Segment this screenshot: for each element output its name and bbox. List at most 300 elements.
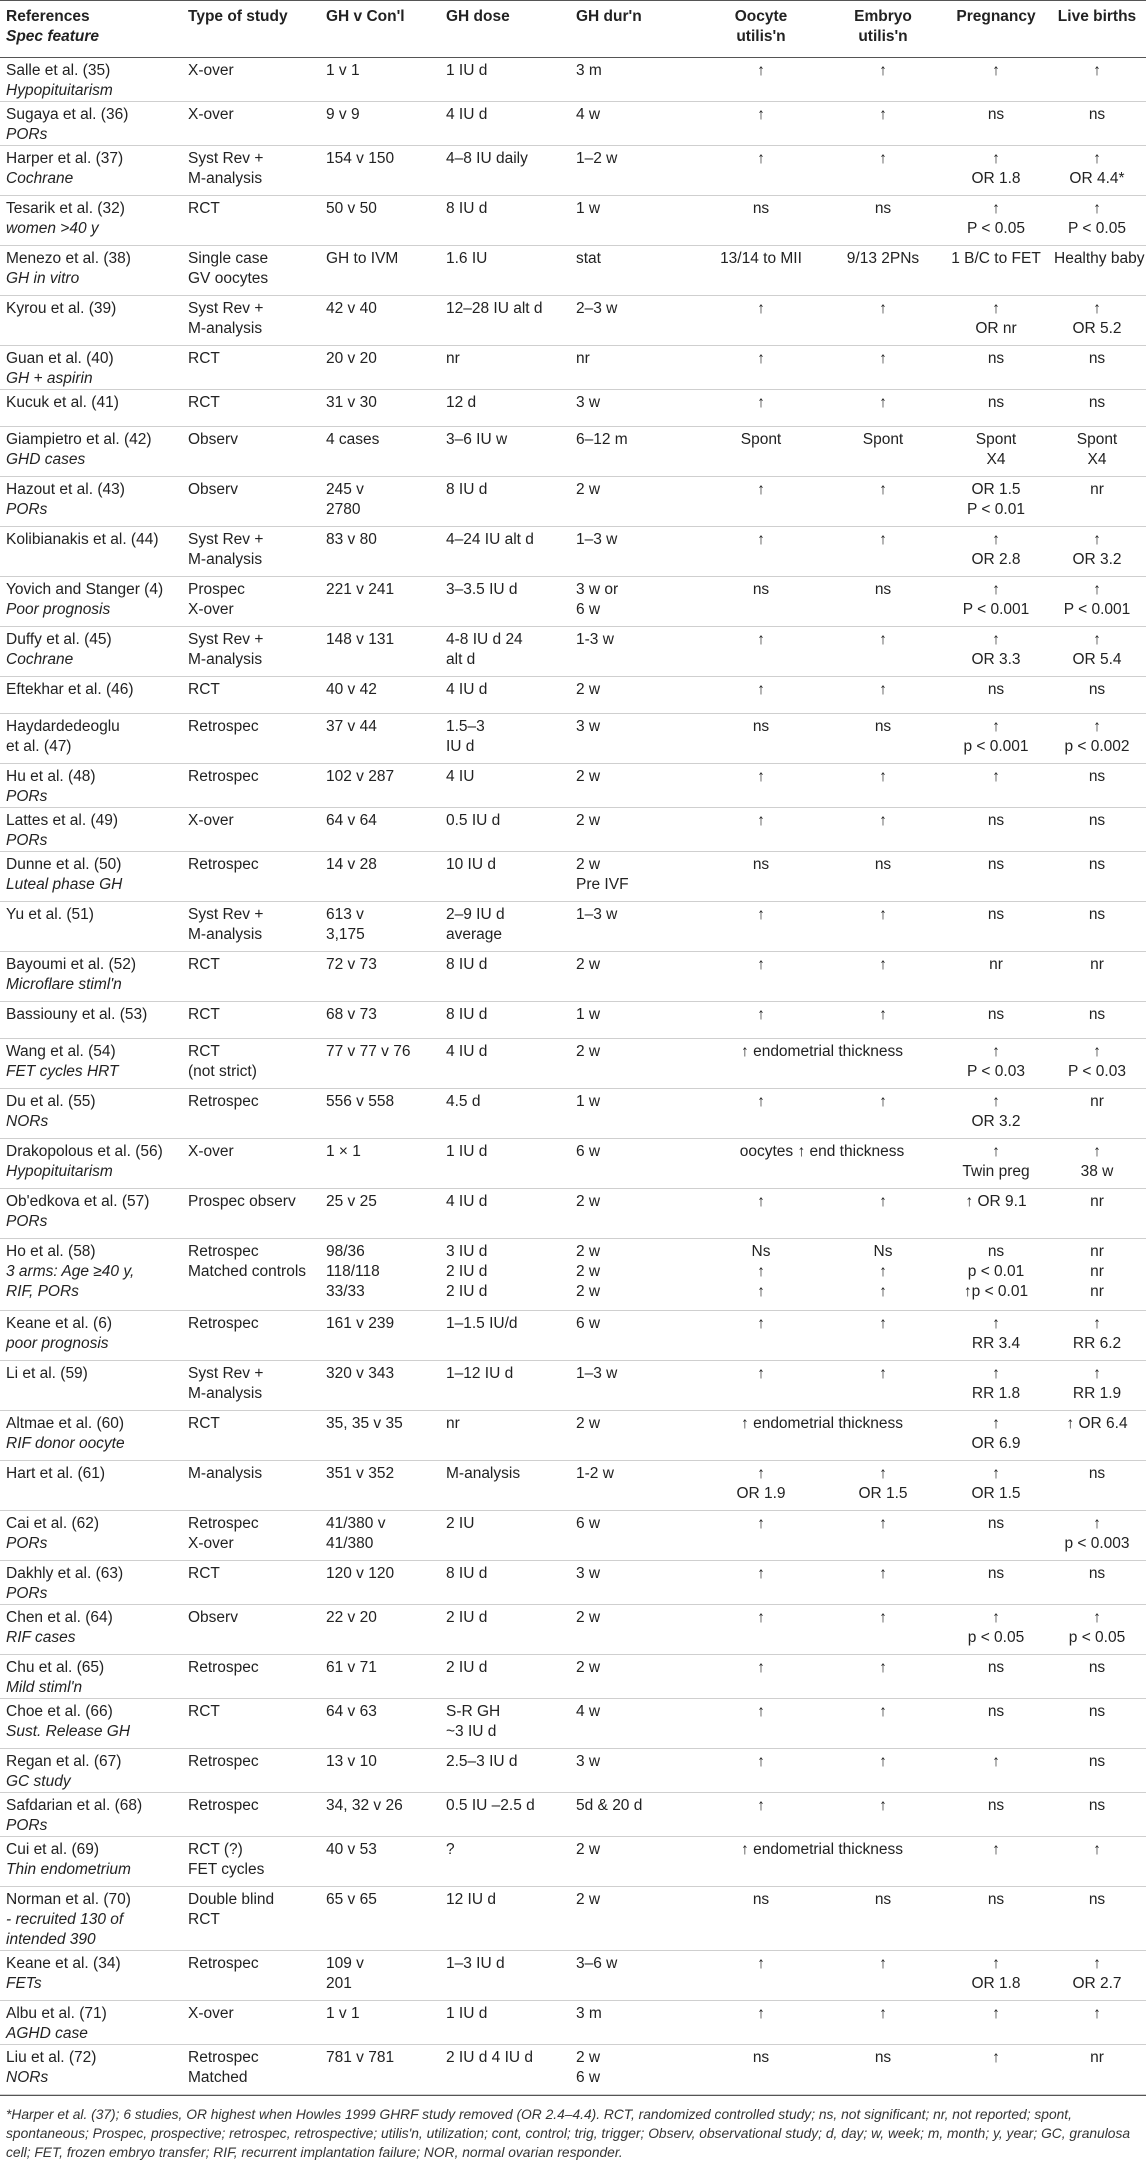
spec-feature: FET cycles HRT <box>6 1063 119 1080</box>
gh-duration-cell-line: 2 w <box>576 681 601 698</box>
pregnancy-cell <box>944 146 1048 196</box>
table-row <box>0 1605 1146 1655</box>
pregnancy-cell-line: ↑ <box>992 1841 1000 1858</box>
study-type-cell <box>182 1951 320 2001</box>
gh-v-control-cell-line: 14 v 28 <box>326 856 377 873</box>
live-births-cell-line: P < 0.03 <box>1068 1063 1126 1080</box>
spec-feature: PORs <box>6 501 48 518</box>
gh-v-control-cell-line: 221 v 241 <box>326 581 395 598</box>
table-row <box>0 146 1146 196</box>
pregnancy-cell-line: ↑ <box>992 1609 1000 1626</box>
live-births-cell-line: nr <box>1090 956 1104 973</box>
table-row <box>0 1039 1146 1089</box>
table-row <box>0 1561 1146 1605</box>
embryo-utilisation-cell <box>822 346 944 390</box>
gh-v-control-cell-line: 4 cases <box>326 431 380 448</box>
gh-dose-cell-line: 8 IU d <box>446 481 488 498</box>
pregnancy-cell <box>944 427 1048 477</box>
live-births-cell <box>1048 627 1146 677</box>
pregnancy-cell-line: ↑ <box>992 1753 1000 1770</box>
table-row <box>0 1139 1146 1189</box>
reference-cell <box>0 477 182 527</box>
embryo-utilisation-cell <box>822 58 944 102</box>
gh-v-control-cell <box>320 764 440 808</box>
study-type-cell-line: Retrospec <box>188 1515 259 1532</box>
embryo-utilisation-cell <box>822 146 944 196</box>
gh-dose-cell <box>440 146 570 196</box>
pregnancy-cell <box>944 1887 1048 1951</box>
gh-v-control-cell-line: 245 v <box>326 481 364 498</box>
live-births-cell-line: OR 5.2 <box>1072 320 1122 337</box>
live-births-cell-line: RR 6.2 <box>1072 1335 1122 1352</box>
table-row <box>0 1411 1146 1461</box>
live-births-cell-line: ↑ <box>1093 200 1101 217</box>
gh-duration-cell-line: 2 w <box>576 1841 601 1858</box>
gh-v-control-cell <box>320 627 440 677</box>
embryo-utilisation-cell <box>822 1655 944 1699</box>
embryo-utilisation-cell-line: ↑ <box>879 1659 887 1676</box>
study-type-cell <box>182 146 320 196</box>
pregnancy-cell <box>944 852 1048 902</box>
gh-duration-cell-line: 3 w <box>576 718 601 735</box>
gh-duration-cell <box>570 1605 700 1655</box>
embryo-utilisation-cell <box>822 1793 944 1837</box>
live-births-cell <box>1048 1139 1146 1189</box>
oocyte-utilisation-cell <box>700 952 822 1002</box>
gh-dose-cell-line: 2 IU d 4 IU d <box>446 2049 534 2066</box>
gh-v-control-cell-line: 83 v 80 <box>326 531 377 548</box>
gh-duration-cell-line: 6 w <box>576 1515 601 1532</box>
pregnancy-cell-line: ns <box>987 1006 1005 1023</box>
gh-duration-cell-line: 6 w <box>576 1143 601 1160</box>
study-type-cell-line: Observ <box>188 431 238 448</box>
reference-cell <box>0 952 182 1002</box>
live-births-cell <box>1048 58 1146 102</box>
oocyte-utilisation-cell <box>700 58 822 102</box>
reference-cell <box>0 246 182 296</box>
pregnancy-cell-line: ns <box>987 812 1005 829</box>
header-embryo-utilisation: Embryo utilis'n <box>822 1 944 58</box>
oocyte-utilisation-cell <box>700 902 822 952</box>
oocyte-embryo-combined-cell: ↑ endometrial thickness <box>700 1411 944 1461</box>
embryo-utilisation-cell-line: ns <box>874 1891 892 1908</box>
gh-duration-cell-line: 4 w <box>576 106 601 123</box>
live-births-cell <box>1048 527 1146 577</box>
reference-cell <box>0 527 182 577</box>
study-type-cell <box>182 577 320 627</box>
gh-duration-cell <box>570 427 700 477</box>
pregnancy-cell-line: ↑ <box>992 581 1000 598</box>
live-births-cell-line: OR 2.7 <box>1072 1975 1122 1992</box>
table-row <box>0 577 1146 627</box>
gh-duration-cell <box>570 1561 700 1605</box>
pregnancy-cell <box>944 808 1048 852</box>
live-births-cell <box>1048 1039 1146 1089</box>
oocyte-utilisation-cell <box>700 346 822 390</box>
oocyte-utilisation-cell <box>700 296 822 346</box>
reference-cell-line: Dakhly et al. (63) <box>6 1565 124 1582</box>
study-type-cell-line: X-over <box>188 62 234 79</box>
gh-duration-cell <box>570 1887 700 1951</box>
gh-v-control-cell <box>320 146 440 196</box>
reference-cell-line: Hart et al. (61) <box>6 1465 106 1482</box>
live-births-cell-line: ns <box>1088 906 1106 923</box>
embryo-utilisation-cell-line: ↑ <box>879 1753 887 1770</box>
reference-cell <box>0 146 182 196</box>
study-type-cell <box>182 1039 320 1089</box>
embryo-utilisation-cell <box>822 2045 944 2095</box>
gh-v-control-cell <box>320 1887 440 1951</box>
gh-dose-cell <box>440 1002 570 1039</box>
live-births-cell-line: ↑ <box>1093 631 1101 648</box>
gh-duration-cell-line: 2 w <box>576 1415 601 1432</box>
gh-dose-cell <box>440 1655 570 1699</box>
embryo-utilisation-cell-line: ↑ <box>879 1263 887 1280</box>
reference-cell <box>0 1887 182 1951</box>
gh-v-control-cell <box>320 952 440 1002</box>
table-row <box>0 102 1146 146</box>
pregnancy-cell-line: ↑ <box>992 2049 1000 2066</box>
study-type-cell-line: Retrospec <box>188 1659 259 1676</box>
gh-v-control-cell-line: 34, 32 v 26 <box>326 1797 403 1814</box>
reference-cell <box>0 346 182 390</box>
gh-v-control-cell <box>320 390 440 427</box>
gh-v-control-cell <box>320 1951 440 2001</box>
gh-v-control-cell-line: 154 v 150 <box>326 150 395 167</box>
table-row <box>0 1311 1146 1361</box>
gh-v-control-cell-line: 68 v 73 <box>326 1006 377 1023</box>
reference-cell-line: Keane et al. (34) <box>6 1955 121 1972</box>
gh-dose-cell <box>440 1605 570 1655</box>
pregnancy-cell <box>944 764 1048 808</box>
embryo-utilisation-cell-line: ↑ <box>879 106 887 123</box>
gh-v-control-cell-line: 148 v 131 <box>326 631 395 648</box>
gh-dose-cell-line: 4 IU d <box>446 1193 488 1210</box>
reference-cell-line: Cai et al. (62) <box>6 1515 100 1532</box>
pregnancy-cell <box>944 902 1048 952</box>
embryo-utilisation-cell <box>822 427 944 477</box>
gh-dose-cell-line: 1 IU d <box>446 2005 488 2022</box>
oocyte-utilisation-cell-line: ns <box>752 718 770 735</box>
table-row <box>0 1189 1146 1239</box>
pregnancy-cell-line: OR 1.8 <box>971 170 1021 187</box>
pregnancy-cell <box>944 577 1048 627</box>
live-births-cell-line: ↑ <box>1093 531 1101 548</box>
gh-v-control-cell-line: 72 v 73 <box>326 956 377 973</box>
gh-dose-cell <box>440 477 570 527</box>
pregnancy-cell-line: OR 3.3 <box>971 651 1021 668</box>
gh-dose-cell-line: ~3 IU d <box>446 1723 497 1740</box>
study-type-cell-line: Retrospec <box>188 1093 259 1110</box>
gh-duration-cell-line: 2 w <box>576 1609 601 1626</box>
oocyte-utilisation-cell-line: ↑ <box>757 531 765 548</box>
study-type-cell-line: Retrospec <box>188 2049 259 2066</box>
spec-feature: PORs <box>6 1817 48 1834</box>
reference-cell <box>0 2045 182 2095</box>
gh-v-control-cell <box>320 1139 440 1189</box>
gh-v-control-cell-line: 61 v 71 <box>326 1659 377 1676</box>
spec-feature: PORs <box>6 1535 48 1552</box>
gh-v-control-cell-line: 9 v 9 <box>326 106 360 123</box>
reference-cell <box>0 1793 182 1837</box>
gh-duration-cell-line: nr <box>576 350 590 367</box>
oocyte-utilisation-cell-line: ↑ <box>757 62 765 79</box>
gh-duration-cell <box>570 1239 700 1311</box>
gh-dose-cell-line: 12 IU d <box>446 1891 496 1908</box>
embryo-utilisation-cell-line: ↑ <box>879 394 887 411</box>
pregnancy-cell <box>944 1002 1048 1039</box>
pregnancy-cell <box>944 1089 1048 1139</box>
embryo-utilisation-cell-line: ns <box>874 718 892 735</box>
reference-cell-line: Harper et al. (37) <box>6 150 124 167</box>
study-type-cell <box>182 1793 320 1837</box>
study-type-cell <box>182 764 320 808</box>
gh-dose-cell <box>440 1951 570 2001</box>
live-births-cell <box>1048 952 1146 1002</box>
embryo-utilisation-cell <box>822 808 944 852</box>
oocyte-utilisation-cell-line: ↑ <box>757 1283 765 1300</box>
study-type-cell <box>182 852 320 902</box>
reference-cell <box>0 902 182 952</box>
spec-feature: GC study <box>6 1773 71 1790</box>
gh-v-control-cell-line: 35, 35 v 35 <box>326 1415 403 1432</box>
table-row <box>0 427 1146 477</box>
spec-feature: RIF donor oocyte <box>6 1435 125 1452</box>
gh-dose-cell-line: alt d <box>446 651 476 668</box>
gh-duration-cell-line: 6 w <box>576 1315 601 1332</box>
gh-duration-cell <box>570 627 700 677</box>
study-type-cell <box>182 902 320 952</box>
live-births-cell <box>1048 477 1146 527</box>
live-births-cell-line: ns <box>1088 812 1106 829</box>
gh-v-control-cell <box>320 1411 440 1461</box>
gh-v-control-cell-line: 37 v 44 <box>326 718 377 735</box>
gh-dose-cell <box>440 296 570 346</box>
gh-v-control-cell-line: 41/380 <box>326 1535 374 1552</box>
embryo-utilisation-cell-line: ↑ <box>879 956 887 973</box>
live-births-cell-line: OR 3.2 <box>1072 551 1122 568</box>
gh-v-control-cell <box>320 577 440 627</box>
gh-duration-cell <box>570 902 700 952</box>
study-type-cell-line: Matched <box>188 2069 248 2086</box>
reference-cell <box>0 1361 182 1411</box>
gh-dose-cell-line: 1–12 IU d <box>446 1365 514 1382</box>
live-births-cell <box>1048 1655 1146 1699</box>
footnote-line: spontaneous; Prospec, prospective; retrospec, retrospective; utilis'n, utilization; cont, control; trig, trigger; Observ, observational study; d, day; w, week; m, month; y, year; GC, granulosa <box>6 2126 1131 2141</box>
gh-dose-cell-line: 4 IU d <box>446 106 488 123</box>
pregnancy-cell-line: ns <box>987 1565 1005 1582</box>
live-births-cell-line: ns <box>1088 350 1106 367</box>
reference-cell-line: Kolibianakis et al. (44) <box>6 531 159 548</box>
embryo-utilisation-cell-line: ↑ <box>879 1565 887 1582</box>
pregnancy-cell <box>944 1361 1048 1411</box>
gh-dose-cell <box>440 527 570 577</box>
study-type-cell-line: Syst Rev + <box>188 631 264 648</box>
gh-duration-cell-line: 2 w <box>576 1193 601 1210</box>
pregnancy-cell <box>944 527 1048 577</box>
live-births-cell <box>1048 346 1146 390</box>
pregnancy-cell-line: X4 <box>986 451 1006 468</box>
reference-cell <box>0 1311 182 1361</box>
live-births-cell-line: ns <box>1088 1891 1106 1908</box>
gh-dose-cell <box>440 2001 570 2045</box>
embryo-utilisation-cell-line: ↑ <box>879 812 887 829</box>
gh-v-control-cell-line: 781 v 781 <box>326 2049 395 2066</box>
gh-dose-cell <box>440 1189 570 1239</box>
reference-cell <box>0 1605 182 1655</box>
pregnancy-cell-line: P < 0.03 <box>967 1063 1025 1080</box>
oocyte-utilisation-cell <box>700 1002 822 1039</box>
embryo-utilisation-cell-line: ↑ <box>879 300 887 317</box>
study-type-cell-line: Retrospec <box>188 1315 259 1332</box>
embryo-utilisation-cell-line: Spont <box>862 431 904 448</box>
gh-duration-cell-line: 2 w <box>576 768 601 785</box>
live-births-cell <box>1048 1951 1146 2001</box>
reference-cell-line: Eftekhar et al. (46) <box>6 681 134 698</box>
pregnancy-cell-line: p < 0.001 <box>963 738 1029 755</box>
oocyte-utilisation-cell <box>700 1793 822 1837</box>
oocyte-utilisation-cell <box>700 390 822 427</box>
reference-cell-line: Guan et al. (40) <box>6 350 114 367</box>
study-type-cell <box>182 1189 320 1239</box>
pregnancy-cell-line: ↑p < 0.01 <box>963 1283 1029 1300</box>
spec-feature: PORs <box>6 832 48 849</box>
study-type-cell-line: Prospec <box>188 581 245 598</box>
gh-duration-cell <box>570 390 700 427</box>
pregnancy-cell-line: ↑ OR 9.1 <box>965 1193 1027 1210</box>
oocyte-utilisation-cell <box>700 1655 822 1699</box>
gh-dose-cell-line: S-R GH <box>446 1703 501 1720</box>
table-row <box>0 296 1146 346</box>
study-type-cell-line: Syst Rev + <box>188 1365 264 1382</box>
live-births-cell-line: ns <box>1088 1465 1106 1482</box>
gh-v-control-cell-line: 31 v 30 <box>326 394 377 411</box>
embryo-utilisation-cell-line: ↑ <box>879 350 887 367</box>
oocyte-utilisation-cell-line: ↑ <box>757 1193 765 1210</box>
reference-cell-line: Keane et al. (6) <box>6 1315 112 1332</box>
live-births-cell-line: ns <box>1088 856 1106 873</box>
gh-duration-cell-line: 6 w <box>576 601 601 618</box>
oocyte-utilisation-cell-line: ↑ <box>757 768 765 785</box>
gh-dose-cell-line: 2.5–3 IU d <box>446 1753 518 1770</box>
gh-dose-cell <box>440 952 570 1002</box>
live-births-cell <box>1048 1311 1146 1361</box>
oocyte-utilisation-cell <box>700 1311 822 1361</box>
spec-feature: RIF cases <box>6 1629 76 1646</box>
live-births-cell-line: ↑ <box>1093 1365 1101 1382</box>
spec-feature: Hypopituitarism <box>6 82 113 99</box>
reference-cell-line: Bayoumi et al. (52) <box>6 956 137 973</box>
study-type-cell-line: X-over <box>188 812 234 829</box>
pregnancy-cell-line: ↑ <box>992 718 1000 735</box>
gh-dose-cell-line: 4 IU <box>446 768 475 785</box>
spec-feature: Cochrane <box>6 651 74 668</box>
study-type-cell <box>182 196 320 246</box>
oocyte-utilisation-cell <box>700 1749 822 1793</box>
oocyte-utilisation-cell <box>700 808 822 852</box>
gh-duration-cell <box>570 477 700 527</box>
pregnancy-cell <box>944 1139 1048 1189</box>
oocyte-utilisation-cell <box>700 852 822 902</box>
study-type-cell-line: RCT <box>188 1415 220 1432</box>
embryo-utilisation-cell <box>822 677 944 714</box>
pregnancy-cell-line: ↑ <box>992 62 1000 79</box>
embryo-utilisation-cell <box>822 1887 944 1951</box>
pregnancy-cell <box>944 296 1048 346</box>
embryo-utilisation-cell-line: ns <box>874 581 892 598</box>
study-type-cell-line: (not strict) <box>188 1063 257 1080</box>
gh-duration-cell <box>570 808 700 852</box>
pregnancy-cell <box>944 1605 1048 1655</box>
pregnancy-cell-line: ns <box>987 1703 1005 1720</box>
pregnancy-cell <box>944 346 1048 390</box>
gh-dose-cell <box>440 1239 570 1311</box>
gh-v-control-cell <box>320 2045 440 2095</box>
reference-cell <box>0 1089 182 1139</box>
reference-cell <box>0 627 182 677</box>
oocyte-utilisation-cell <box>700 1561 822 1605</box>
gh-duration-cell <box>570 1461 700 1511</box>
gh-duration-cell-line: 4 w <box>576 1703 601 1720</box>
oocyte-utilisation-cell <box>700 2001 822 2045</box>
embryo-utilisation-cell <box>822 2001 944 2045</box>
study-type-cell-line: M-analysis <box>188 320 263 337</box>
gh-duration-cell-line: 2 w <box>576 1043 601 1060</box>
gh-duration-cell-line: 1–3 w <box>576 1365 618 1382</box>
pregnancy-cell-line: ns <box>987 1659 1005 1676</box>
gh-v-control-cell-line: 64 v 64 <box>326 812 377 829</box>
gh-dose-cell-line: 4 IU d <box>446 1043 488 1060</box>
embryo-utilisation-cell-line: ↑ <box>879 1093 887 1110</box>
gh-duration-cell <box>570 1699 700 1749</box>
live-births-cell <box>1048 296 1146 346</box>
spec-feature: GHD cases <box>6 451 86 468</box>
gh-dose-cell <box>440 196 570 246</box>
gh-duration-cell-line: 2 w <box>576 1263 601 1280</box>
gh-duration-cell <box>570 1311 700 1361</box>
gh-v-control-cell <box>320 1605 440 1655</box>
pregnancy-cell-line: P < 0.01 <box>967 501 1025 518</box>
embryo-utilisation-cell-line: ↑ <box>879 1465 887 1482</box>
study-type-cell-line: Prospec observ <box>188 1193 296 1210</box>
oocyte-embryo-combined-cell: oocytes ↑ end thickness <box>700 1139 944 1189</box>
gh-v-control-cell-line: 118/118 <box>326 1263 380 1280</box>
gh-duration-cell-line: 2 w <box>576 1283 601 1300</box>
reference-cell-line: Regan et al. (67) <box>6 1753 122 1770</box>
gh-v-control-cell-line: 556 v 558 <box>326 1093 395 1110</box>
footnote-line: *Harper et al. (37); 6 studies, OR highest when Howles 1999 GHRF study removed (OR 2.4–4.4). RCT, randomized controlled study; ns, not significant; nr, not reported; spont, <box>6 2107 1072 2122</box>
pregnancy-cell-line: nr <box>989 956 1003 973</box>
study-type-cell <box>182 1139 320 1189</box>
study-type-cell-line: Observ <box>188 481 238 498</box>
live-births-cell-line: Spont <box>1076 431 1118 448</box>
embryo-utilisation-cell-line: ns <box>874 2049 892 2066</box>
oocyte-utilisation-cell <box>700 1189 822 1239</box>
pregnancy-cell <box>944 477 1048 527</box>
embryo-utilisation-cell-line: 9/13 2PNs <box>846 250 920 267</box>
gh-duration-cell-line: 3 w <box>576 1753 601 1770</box>
oocyte-utilisation-cell-line: ns <box>752 1891 770 1908</box>
gh-dose-cell-line: 4-8 IU d 24 <box>446 631 523 648</box>
gh-dose-cell <box>440 390 570 427</box>
gh-dose-cell <box>440 1039 570 1089</box>
study-type-cell <box>182 1655 320 1699</box>
gh-v-control-cell <box>320 1089 440 1139</box>
gh-duration-cell <box>570 577 700 627</box>
gh-v-control-cell <box>320 246 440 296</box>
pregnancy-cell-line: OR 6.9 <box>971 1435 1021 1452</box>
gh-v-control-cell-line: 42 v 40 <box>326 300 377 317</box>
